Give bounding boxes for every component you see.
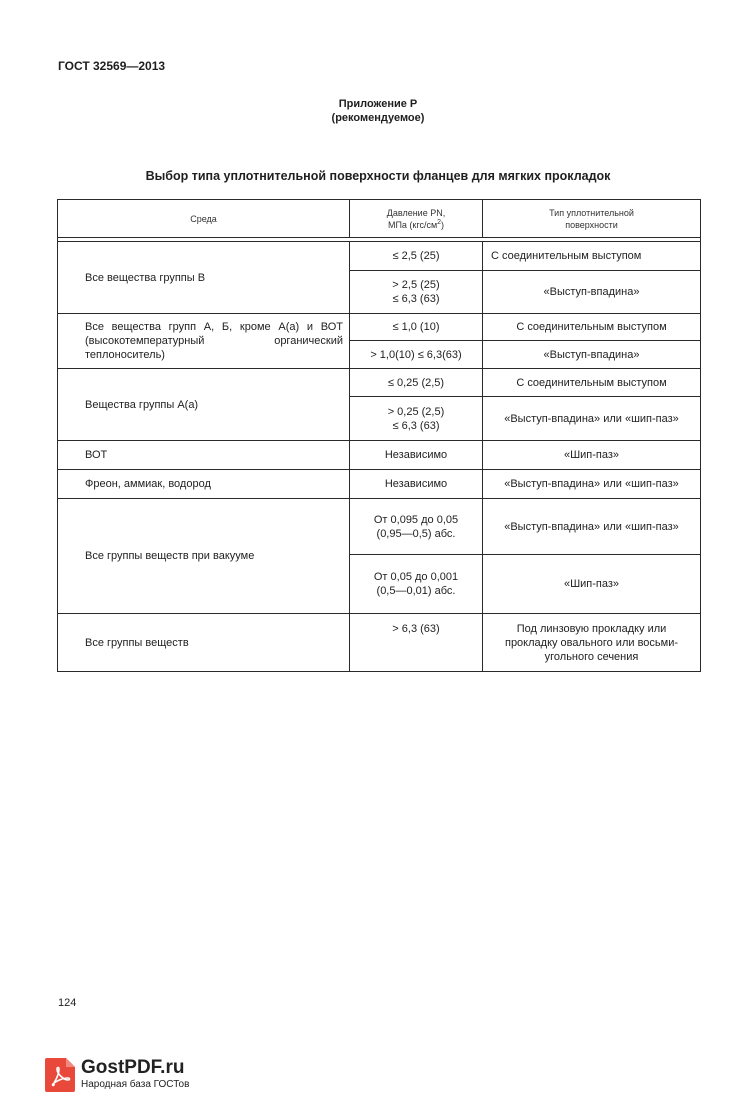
header-pressure bbox=[350, 200, 483, 238]
cell-env-vacuum: Все группы веществ при вакууме bbox=[58, 499, 350, 614]
document-id: ГОСТ 32569—2013 bbox=[58, 59, 166, 73]
cell-env-groups-a-b: Все вещества групп А, Б, кроме А(а) и ВОТ (высокотемпературный органический теплоноситель) bbox=[58, 314, 350, 369]
cell-surface-type: С соединительным выступом bbox=[483, 242, 701, 271]
cell-surface-type: «Выступ-впадина» bbox=[483, 271, 701, 314]
cell-pressure: > 1,0(10) ≤ 6,3(63) bbox=[350, 341, 483, 369]
cell-env-vot: ВОТ bbox=[58, 441, 350, 470]
header-environment: Среда bbox=[58, 200, 350, 238]
cell-pressure: Независимо bbox=[350, 470, 483, 499]
cell-env-freon: Фреон, аммиак, водород bbox=[58, 470, 350, 499]
cell-surface-type: «Шип-паз» bbox=[483, 555, 701, 614]
cell-pressure: > 2,5 (25) ≤ 6,3 (63) bbox=[350, 271, 483, 314]
cell-pressure: Независимо bbox=[350, 441, 483, 470]
cell-pressure: ≤ 2,5 (25) bbox=[350, 242, 483, 271]
cell-surface-type: «Выступ-впадина» bbox=[483, 341, 701, 369]
cell-pressure: > 6,3 (63) bbox=[350, 614, 483, 672]
cell-surface-type: «Выступ-впадина» или «шип-паз» bbox=[483, 470, 701, 499]
cell-env-group-b: Все вещества группы В bbox=[58, 242, 350, 314]
cell-surface-type: «Шип-паз» bbox=[483, 441, 701, 470]
header-type-line1: Тип уплотнительной bbox=[549, 207, 634, 218]
appendix-title: Приложение Р bbox=[338, 98, 418, 110]
pdf-icon bbox=[45, 1058, 75, 1092]
header-pressure-line2: МПа $(кгс/см^2)$ bbox=[387, 218, 445, 230]
cell-pressure: От 0,095 до 0,05 (0,95—0,5) абс. bbox=[350, 499, 483, 555]
brand-name: GostPDF.ru bbox=[81, 1057, 185, 1078]
header-type-line2: поверхности bbox=[565, 219, 618, 230]
table-row bbox=[58, 499, 701, 555]
cell-pressure: От 0,05 до 0,001 (0,5—0,01) абс. bbox=[350, 555, 483, 614]
table-row bbox=[58, 369, 701, 397]
cell-env-all-groups: Все группы веществ bbox=[58, 614, 350, 672]
table-header-row bbox=[58, 200, 701, 238]
table-title: Выбор типа уплотнительной поверхности фланцев для мягких прокладок bbox=[145, 169, 611, 183]
appendix-heading bbox=[0, 97, 756, 125]
flange-surface-table bbox=[57, 199, 701, 672]
appendix-subtitle: (рекомендуемое) bbox=[331, 112, 425, 124]
cell-surface-type: «Выступ-впадина» или «шип-паз» bbox=[483, 499, 701, 555]
table-row bbox=[58, 314, 701, 341]
table-row bbox=[58, 242, 701, 271]
cell-surface-type: С соединительным выступом bbox=[483, 314, 701, 341]
cell-pressure: ≤ 1,0 (10) bbox=[350, 314, 483, 341]
brand-logo-link[interactable] bbox=[45, 1058, 235, 1092]
header-pressure-line1: Давление PN, bbox=[386, 207, 446, 218]
table-row bbox=[58, 614, 701, 672]
cell-pressure: ≤ 0,25 (2,5) bbox=[350, 369, 483, 397]
cell-surface-type: С соединительным выступом bbox=[483, 369, 701, 397]
cell-surface-type: Под линзовую прокладку или прокладку овального или восьми- угольного сечения bbox=[483, 614, 701, 672]
header-surface-type bbox=[483, 200, 701, 238]
page-number: 124 bbox=[58, 997, 77, 1009]
cell-env-group-aa: Вещества группы А(а) bbox=[58, 369, 350, 441]
table-row bbox=[58, 470, 701, 499]
brand-tagline: Народная база ГОСТов bbox=[81, 1079, 190, 1090]
cell-surface-type: «Выступ-впадина» или «шип-паз» bbox=[483, 397, 701, 441]
cell-pressure: > 0,25 (2,5) ≤ 6,3 (63) bbox=[350, 397, 483, 441]
table-row bbox=[58, 441, 701, 470]
